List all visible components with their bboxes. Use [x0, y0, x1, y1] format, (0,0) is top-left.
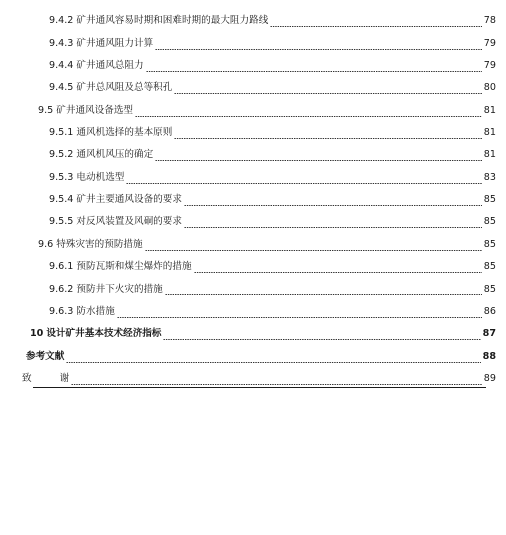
toc-dot-leader — [146, 71, 482, 72]
toc-entry-10[interactable] — [0, 323, 506, 345]
toc-entry-title: 矿井通风容易时期和困难时期的最大阻力路线 — [76, 15, 269, 27]
toc-entry-title: 设计矿井基本技术经济指标 — [46, 328, 162, 340]
toc-page-number: 86 — [483, 305, 496, 317]
toc-entry-number: 9.5.1 — [49, 127, 74, 139]
toc-page-number: 81 — [483, 127, 496, 139]
toc-page-number: 85 — [483, 261, 496, 273]
toc-entry-title: 矿井通风总阻力 — [76, 60, 144, 72]
toc-dot-leader — [184, 205, 482, 206]
toc-entry-number: 9.6.2 — [49, 283, 74, 295]
toc-page-number: 78 — [483, 15, 496, 27]
toc-dot-leader — [145, 250, 482, 251]
toc-entry-title: 矿井总风阻及总等积孔 — [76, 82, 173, 94]
toc-page-number: 85 — [483, 238, 496, 250]
toc-entry-9-6[interactable] — [0, 233, 506, 255]
toc-dot-leader — [135, 116, 482, 117]
toc-entry-9-4-2[interactable] — [0, 10, 506, 32]
toc-entry-title: 防水措施 — [76, 305, 115, 317]
toc-entry-title — [22, 374, 69, 384]
table-of-contents — [0, 10, 506, 390]
toc-entry-9-5-4[interactable] — [0, 189, 506, 211]
toc-entry-9-5-2[interactable] — [0, 144, 506, 166]
toc-entry-9-4-4[interactable] — [0, 55, 506, 77]
toc-entry-number: 9.5.2 — [49, 149, 74, 161]
toc-entry-9-4-3[interactable] — [0, 32, 506, 54]
toc-dot-leader — [174, 93, 481, 94]
toc-entry-number: 9.5.5 — [49, 216, 74, 228]
toc-entry-9-6-2[interactable] — [0, 278, 506, 300]
toc-page-number: 81 — [483, 149, 496, 161]
toc-entry-number: 9.6 — [38, 238, 54, 250]
toc-entry-title: 矿井主要通风设备的要求 — [76, 194, 182, 206]
toc-entry-9-6-3[interactable] — [0, 300, 506, 322]
toc-entry-number: 9.6.1 — [49, 261, 74, 273]
toc-entry-number: 9.6.3 — [49, 305, 74, 317]
toc-page-number: 85 — [483, 283, 496, 295]
toc-page-number: 79 — [483, 37, 496, 49]
toc-page-number: 89 — [483, 372, 496, 384]
toc-entry-title-part: 致 — [22, 372, 32, 384]
toc-dot-leader — [155, 49, 482, 50]
toc-entry-9-5[interactable] — [0, 99, 506, 121]
toc-bottom-rule — [33, 387, 486, 388]
toc-entry-title: 特殊灾害的预防措施 — [56, 238, 143, 250]
toc-dot-leader — [126, 183, 481, 184]
toc-page-number: 83 — [483, 171, 496, 183]
toc-entry-9-6-1[interactable] — [0, 256, 506, 278]
toc-entry-number: 9.5.4 — [49, 194, 74, 206]
toc-dot-leader — [71, 384, 482, 385]
toc-dot-leader — [117, 317, 482, 318]
toc-entry-9-5-1[interactable] — [0, 122, 506, 144]
toc-entry-number: 9.4.4 — [49, 60, 74, 72]
toc-entry-title: 预防瓦斯和煤尘爆炸的措施 — [76, 261, 192, 273]
toc-entry-9-4-5[interactable] — [0, 77, 506, 99]
toc-page-number: 81 — [483, 104, 496, 116]
toc-entry-number: 9.4.3 — [49, 37, 74, 49]
toc-page-number: 85 — [483, 194, 496, 206]
toc-entry-title: 矿井通风阻力计算 — [76, 37, 154, 49]
toc-entry-title: 参考文献 — [26, 350, 65, 362]
toc-page-number: 88 — [482, 350, 496, 362]
toc-entry-title: 电动机选型 — [76, 171, 125, 183]
toc-dot-leader — [174, 138, 481, 139]
toc-entry-title-part: 谢 — [59, 372, 70, 384]
toc-dot-leader — [194, 272, 482, 273]
toc-dot-leader — [155, 160, 482, 161]
toc-dot-leader — [184, 227, 482, 228]
toc-page-number: 87 — [482, 328, 496, 340]
toc-entry-number: 10 — [30, 328, 44, 340]
toc-entry-title: 对反风装置及风硐的要求 — [76, 216, 182, 228]
toc-entry-title: 预防井下火灾的措施 — [76, 283, 163, 295]
toc-entry-9-5-3[interactable] — [0, 166, 506, 188]
toc-page-number: 79 — [483, 60, 496, 72]
toc-page-number: 80 — [483, 82, 496, 94]
toc-entry-references[interactable] — [0, 345, 506, 367]
toc-entry-number: 9.4.2 — [49, 15, 74, 27]
toc-dot-leader — [163, 339, 480, 340]
toc-dot-leader — [165, 294, 482, 295]
toc-dot-leader — [270, 26, 481, 27]
toc-entry-title: 通风机风压的确定 — [76, 149, 154, 161]
toc-entry-title: 通风机选择的基本原则 — [76, 127, 173, 139]
toc-entry-9-5-5[interactable] — [0, 211, 506, 233]
toc-entry-number: 9.4.5 — [49, 82, 74, 94]
toc-entry-number: 9.5.3 — [49, 171, 74, 183]
toc-entry-title: 矿井通风设备选型 — [56, 104, 134, 116]
toc-page-number: 85 — [483, 216, 496, 228]
toc-dot-leader — [66, 362, 480, 363]
toc-entry-number: 9.5 — [38, 104, 54, 116]
